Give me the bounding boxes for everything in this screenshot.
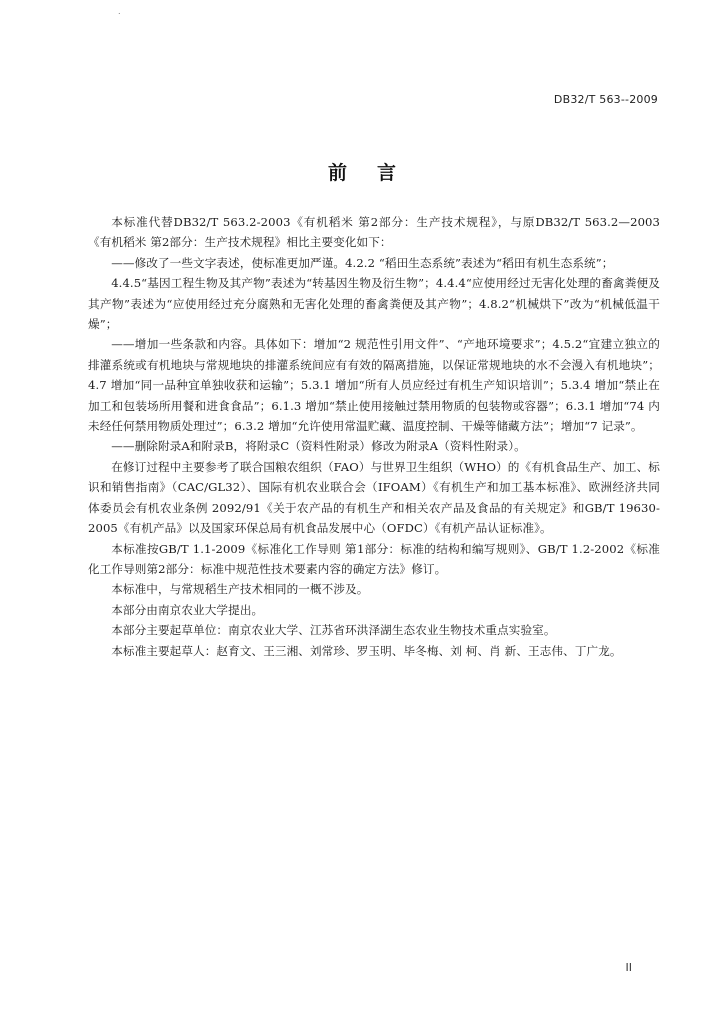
- paragraph-appendix-change: ——删除附录A和附录B，将附录C（资料性附录）修改为附录A（资料性附录）。: [111, 439, 526, 454]
- page-title: 前言: [327, 162, 426, 184]
- paragraph-drafting-units: 本部分主要起草单位：南京农业大学、江苏省环洪泽湖生态农业生物技术重点实验室。: [111, 623, 556, 638]
- document-body: [88, 212, 660, 661]
- paragraph-references: 在修订过程中主要参考了联合国粮农组织（FAO）与世界卫生组织（WHO）的《有机食品生产、加工、标识和销售指南》（CAC/GL32）、国际有机农业联合会（IFOAM）《有机生产和加工基本标准》、欧洲经济共同体委员会有机农业条例 2092/91《关于农产品的有机生产和相关农产品及食品的有关规定》和GB/T 19630-2005《有机产品》以及国家环保总局有机食品发展中心（OFDC）《有机产品认证标准》。: [88, 459, 660, 536]
- paragraph-added-clauses: ——增加一些条款和内容。具体如下：增加“2 规范性引用文件”、“产地环境要求”；4.5.2“宜建立独立的排灌系统或有机地块与常规地块的排灌系统间应有有效的隔离措施，以保证常规地块的水不会漫入有机地块”；4.7 增加“同一品种宜单独收获和运输”；5.3.1 增加“所有人员应经过有机生产知识培训”；5.3.4 增加“禁止在加工和包装场所用餐和进食食品”；6.1.3 增加“禁止使用接触过禁用物质的包装物或容器”；6.3.1 增加“74 内未经任何禁用物质处理过”；6.3.2 增加“允许使用常温贮藏、温度控制、干燥等储藏方法”；增加“7 记录”。: [88, 337, 660, 434]
- paragraph-change-terms: 4.4.5“基因工程生物及其产物”表述为“转基因生物及衍生物”；4.4.4“应使用经过无害化处理的畜禽粪便及其产物”表述为“应使用经过充分腐熟和无害化处理的畜禽粪便及其产物”；4.8.2“机械烘下”改为“机械低温干燥”；: [88, 276, 660, 332]
- paragraph-change-wording: ——修改了一些文字表述，使标准更加严谨。4.2.2 “稻田生态系统”表述为“稻田有机生态系统”；: [111, 255, 614, 270]
- document-code: DB32/T 563--2009: [553, 93, 658, 106]
- paragraph-drafters: 本标准主要起草人：赵育文、王三湘、刘常珍、罗玉明、毕冬梅、刘 柯、肖 新、王志伟、丁广龙。: [111, 643, 622, 658]
- paragraph-proposer: 本部分由南京农业大学提出。: [111, 602, 264, 617]
- page-number: II: [625, 961, 632, 974]
- paragraph-scope-note: 本标准中，与常规稻生产技术相同的一概不涉及。: [111, 582, 369, 597]
- paragraph-replacement: 本标准代替DB32/T 563.2-2003《有机稻米 第2部分：生产技术规程》，与原DB32/T 563.2—2003《有机稻米 第2部分：生产技术规程》相比主要变化如下：: [88, 215, 660, 250]
- corner-mark: .: [118, 7, 121, 16]
- paragraph-drafting-rules: 本标准按GB/T 1.1-2009《标准化工作导则 第1部分：标准的结构和编写规则》、GB/T 1.2-2002《标准化工作导则第2部分：标准中规范性技术要素内容的确定方法》修订。: [88, 541, 660, 576]
